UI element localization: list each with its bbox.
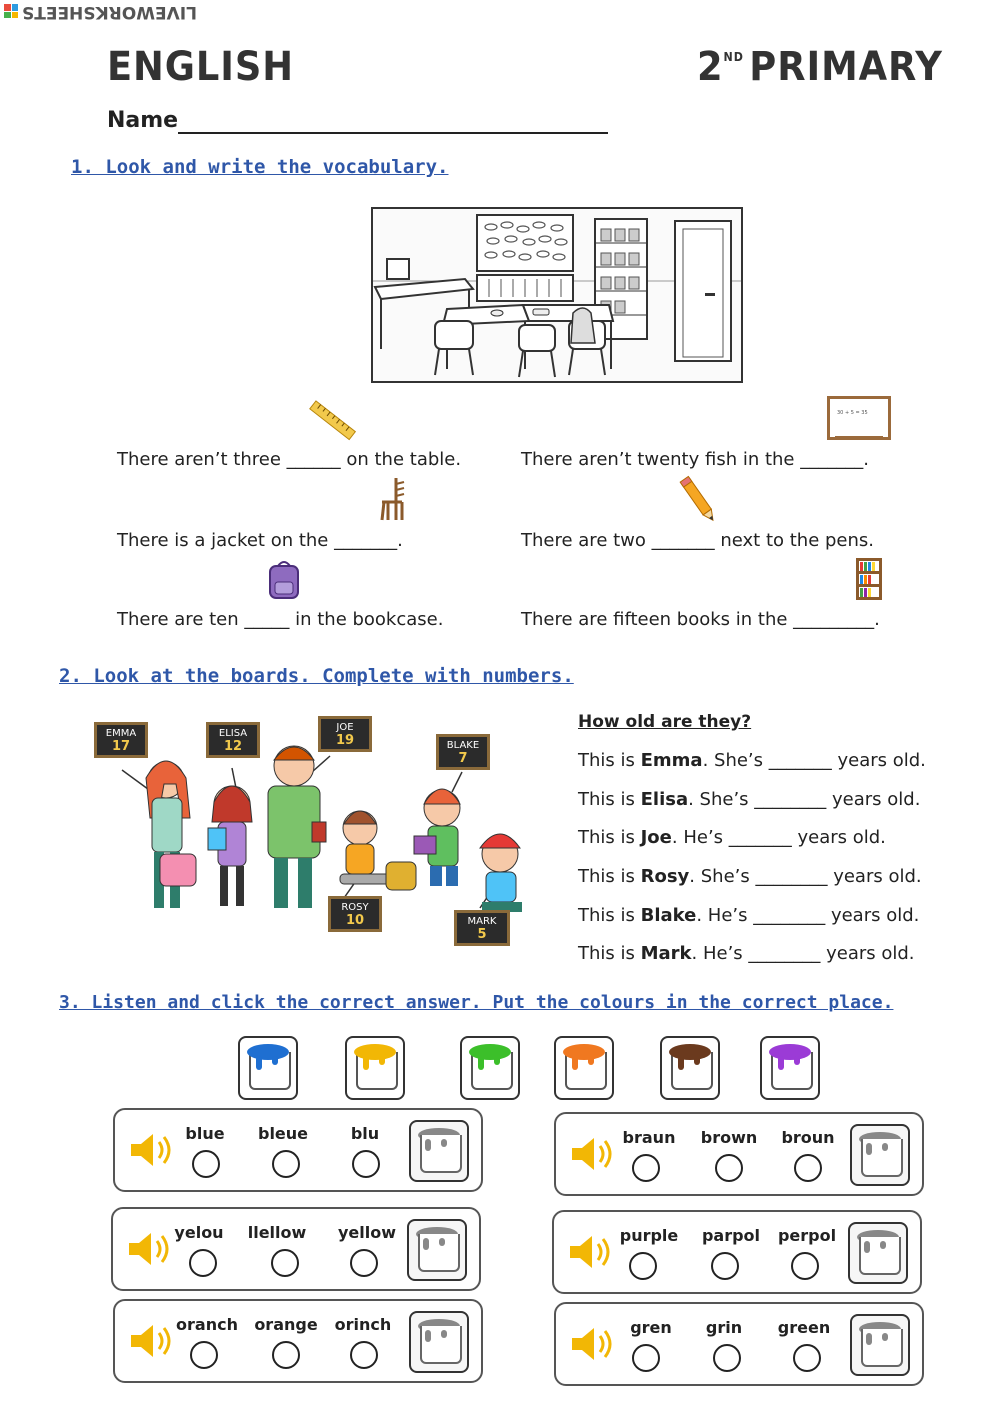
ages-exercise <box>578 712 751 732</box>
option-label: grin <box>705 1318 743 1337</box>
option-label: blu <box>350 1124 380 1143</box>
empty-paint-can-icon[interactable] <box>407 1219 467 1281</box>
option-label: parpol <box>701 1226 761 1245</box>
speaker-icon[interactable] <box>129 1323 175 1359</box>
option-label: perpol <box>777 1226 837 1245</box>
option-radio[interactable] <box>189 1249 217 1277</box>
empty-paint-can-icon[interactable] <box>850 1314 910 1376</box>
empty-paint-can-icon[interactable] <box>409 1120 469 1182</box>
option-radio[interactable] <box>190 1341 218 1369</box>
age-line[interactable]: This is Joe. He’s _______ years old. <box>578 827 886 848</box>
option-label: green <box>777 1318 831 1337</box>
paint-can-icon[interactable] <box>554 1036 614 1100</box>
brand-name: LIVEWORKSHEETS <box>22 2 197 22</box>
option-radio[interactable] <box>791 1252 819 1280</box>
option-radio[interactable] <box>350 1341 378 1369</box>
paint-can-icon[interactable] <box>345 1036 405 1100</box>
age-board: ELISA 12 <box>206 722 260 758</box>
whiteboard-text: 30 + 5 = 35 <box>837 410 868 416</box>
section3-title: 3. Listen and click the correct answer. Put the colours in the correct place. <box>59 992 894 1013</box>
paint-can-icon[interactable] <box>460 1036 520 1100</box>
option-radio[interactable] <box>715 1154 743 1182</box>
option-label: yellow <box>337 1223 397 1242</box>
paint-can-icon[interactable] <box>238 1036 298 1100</box>
vocab-sentence[interactable]: There are ten _____ in the bookcase. <box>117 609 444 630</box>
age-board: JOE 19 <box>318 716 372 752</box>
speaker-icon[interactable] <box>568 1234 614 1270</box>
option-label: yelou <box>174 1223 224 1242</box>
vocab-sentence[interactable]: There are two _______ next to the pens. <box>521 530 875 551</box>
children-illustration <box>90 712 540 962</box>
name-label: Name <box>107 108 179 133</box>
option-label: braun <box>622 1128 676 1147</box>
speaker-icon[interactable] <box>570 1136 616 1172</box>
classroom-drawing <box>373 209 741 381</box>
vocab-sentence[interactable]: There are fifteen books in the _________. <box>521 609 880 630</box>
option-radio[interactable] <box>632 1344 660 1372</box>
option-radio[interactable] <box>192 1150 220 1178</box>
age-board: EMMA 17 <box>94 722 148 758</box>
age-line[interactable]: This is Blake. He’s ________ years old. <box>578 905 920 926</box>
option-radio[interactable] <box>629 1252 657 1280</box>
empty-paint-can-icon[interactable] <box>848 1222 908 1284</box>
option-radio[interactable] <box>711 1252 739 1280</box>
option-radio[interactable] <box>271 1249 299 1277</box>
option-radio[interactable] <box>713 1344 741 1372</box>
age-line[interactable]: This is Mark. He’s ________ years old. <box>578 943 915 964</box>
answer-box <box>552 1210 922 1294</box>
ruler-icon <box>306 396 356 444</box>
paint-can-icon[interactable] <box>660 1036 720 1100</box>
answer-box <box>554 1302 924 1386</box>
grade-title: 2ND PRIMARY <box>697 44 943 90</box>
option-label: blue <box>185 1124 225 1143</box>
whiteboard-icon <box>827 396 891 440</box>
chair-icon <box>376 476 406 522</box>
age-board: BLAKE 7 <box>436 734 490 770</box>
bookcase-icon <box>854 556 884 602</box>
answer-box <box>113 1299 483 1383</box>
vocab-sentence[interactable]: There aren’t three ______ on the table. <box>117 449 462 470</box>
age-board: ROSY 10 <box>328 896 382 932</box>
option-radio[interactable] <box>794 1154 822 1182</box>
answer-box <box>554 1112 924 1196</box>
option-label: brown <box>700 1128 758 1147</box>
section2-title: 2. Look at the boards. Complete with numbers. <box>59 665 574 687</box>
option-radio[interactable] <box>632 1154 660 1182</box>
option-label: orinch <box>334 1315 392 1334</box>
age-board: MARK 5 <box>454 910 510 946</box>
option-label: gren <box>630 1318 672 1337</box>
empty-paint-can-icon[interactable] <box>850 1124 910 1186</box>
backpack-icon <box>266 558 302 600</box>
option-radio[interactable] <box>352 1150 380 1178</box>
paint-can-icon[interactable] <box>760 1036 820 1100</box>
vocab-sentence[interactable]: There is a jacket on the _______. <box>117 530 403 551</box>
answer-box <box>113 1108 483 1192</box>
ages-question: How old are they? <box>578 712 752 732</box>
option-radio[interactable] <box>272 1150 300 1178</box>
section1-title: 1. Look and write the vocabulary. <box>71 156 449 178</box>
speaker-icon[interactable] <box>570 1326 616 1362</box>
option-radio[interactable] <box>793 1344 821 1372</box>
option-label: llellow <box>247 1223 307 1242</box>
option-radio[interactable] <box>350 1249 378 1277</box>
option-label: oranch <box>176 1315 238 1334</box>
option-label: orange <box>254 1315 318 1334</box>
age-line[interactable]: This is Rosy. She’s ________ years old. <box>578 866 922 887</box>
subject-title: ENGLISH <box>107 44 295 90</box>
name-input-line[interactable] <box>178 132 608 134</box>
option-label: broun <box>781 1128 835 1147</box>
classroom-illustration <box>371 207 743 383</box>
option-label: bleue <box>257 1124 309 1143</box>
empty-paint-can-icon[interactable] <box>409 1311 469 1373</box>
answer-box <box>111 1207 481 1291</box>
option-label: purple <box>619 1226 679 1245</box>
age-line[interactable]: This is Emma. She’s _______ years old. <box>578 750 926 771</box>
speaker-icon[interactable] <box>129 1132 175 1168</box>
pencil-icon <box>678 474 722 526</box>
option-radio[interactable] <box>272 1341 300 1369</box>
brand-logo-icon <box>4 4 18 18</box>
vocab-sentence[interactable]: There aren’t twenty fish in the _______. <box>521 449 869 470</box>
age-line[interactable]: This is Elisa. She’s ________ years old. <box>578 789 921 810</box>
